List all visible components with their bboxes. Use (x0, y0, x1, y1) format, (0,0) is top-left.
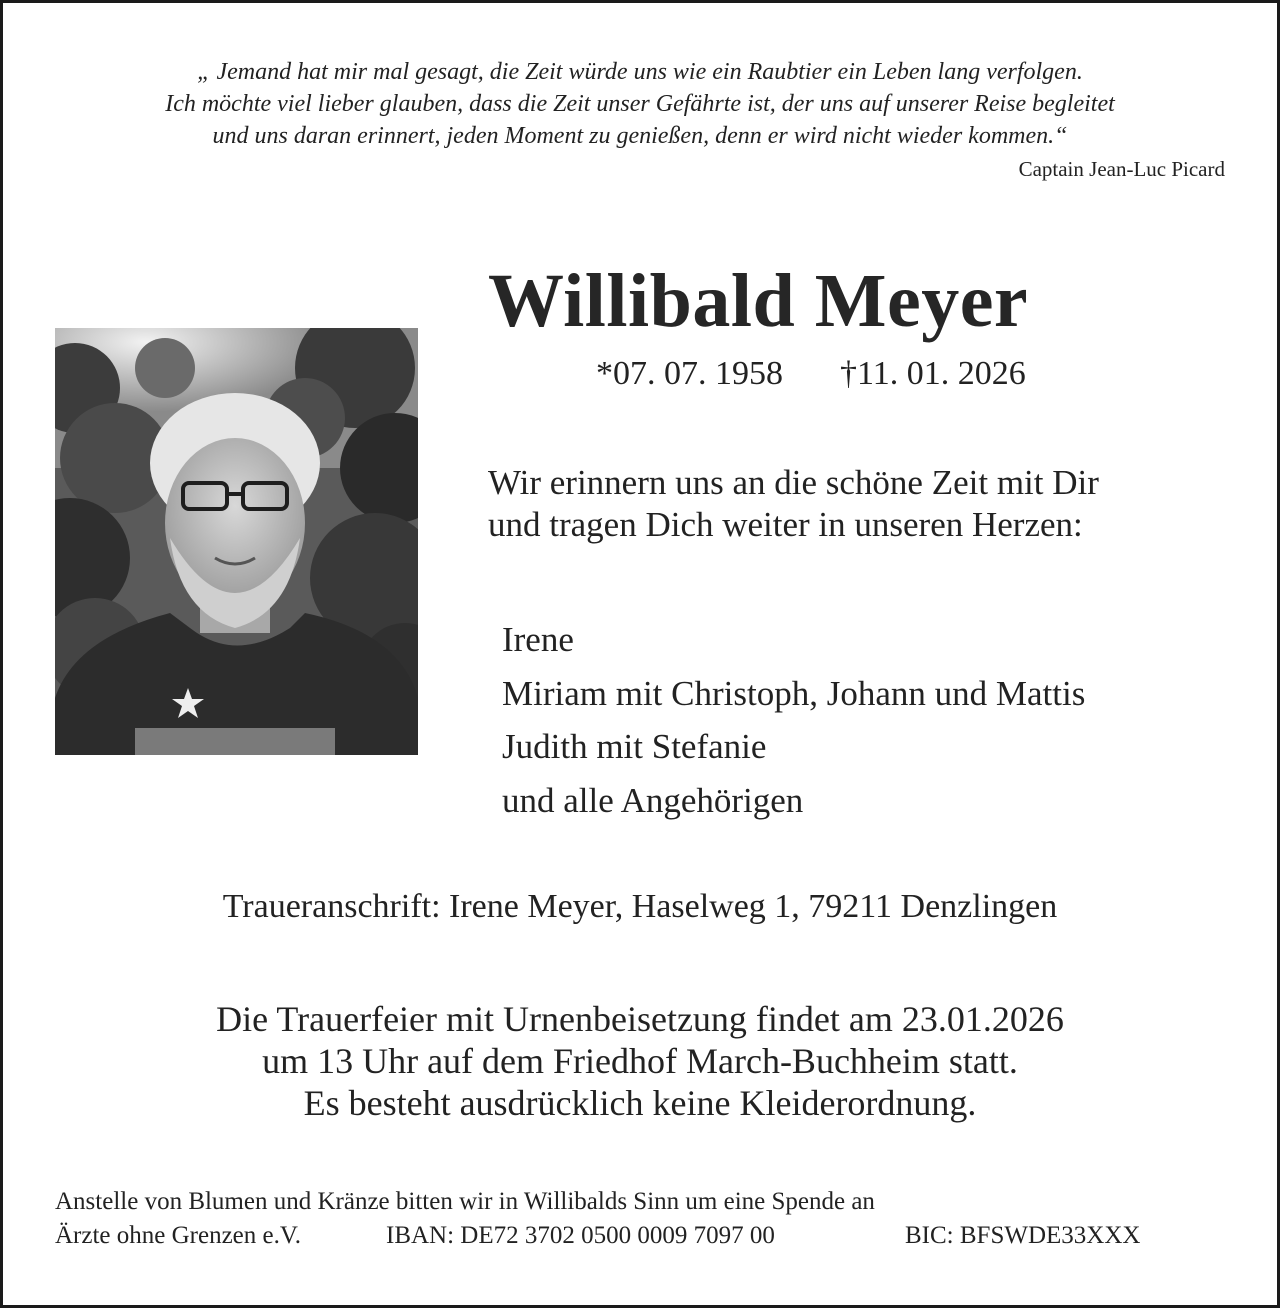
donation-organization: Ärzte ohne Grenzen e.V. (55, 1222, 301, 1249)
birth-date: *07. 07. 1958 (596, 355, 783, 392)
donation-request: Anstelle von Blumen und Kränze bitten wir in Willibalds Sinn um eine Spende an (55, 1188, 875, 1215)
family-member: Judith mit Stefanie (502, 727, 767, 766)
donation-bic: BIC: BFSWDE33XXX (905, 1222, 1141, 1249)
mourning-address: Traueranschrift: Irene Meyer, Haselweg 1, 79211 Denzlingen (222, 888, 1058, 925)
ceremony-line-2: um 13 Uhr auf dem Friedhof March-Buchheim statt. (262, 1041, 1018, 1081)
donation-iban: IBAN: DE72 3702 0500 0009 7097 00 (386, 1222, 775, 1249)
quote-line-2: Ich möchte viel lieber glauben, dass die Zeit unser Gefährte ist, der uns auf unserer Reise begleitet (165, 91, 1115, 117)
ceremony-line-3: Es besteht ausdrücklich keine Kleiderordnung. (303, 1083, 977, 1123)
family-member: Irene (502, 620, 574, 659)
family-member: Miriam mit Christoph, Johann und Mattis (502, 674, 1086, 713)
quote-line-3: und uns daran erinnert, jeden Moment zu genießen, denn er wird nicht wieder kommen.“ (212, 123, 1068, 149)
ceremony-info (0, 998, 1280, 1124)
quote-line-1: „ Jemand hat mir mal gesagt, die Zeit würde uns wie ein Raubtier ein Leben lang verfolgen. (197, 59, 1083, 85)
portrait-photo (55, 328, 418, 755)
portrait-photo-icon (55, 328, 418, 755)
death-date: †11. 01. 2026 (840, 355, 1026, 392)
ceremony-line-1: Die Trauerfeier mit Urnenbeisetzung findet am 23.01.2026 (216, 999, 1064, 1039)
family-member: und alle Angehörigen (502, 781, 804, 820)
memory-line-1: Wir erinnern uns an die schöne Zeit mit Dir (488, 463, 1099, 502)
quote-author: Captain Jean-Luc Picard (1018, 157, 1225, 181)
memory-line-2: und tragen Dich weiter in unseren Herzen: (488, 505, 1083, 544)
deceased-name: Willibald Meyer (488, 259, 1029, 343)
memory-text (488, 462, 1099, 546)
